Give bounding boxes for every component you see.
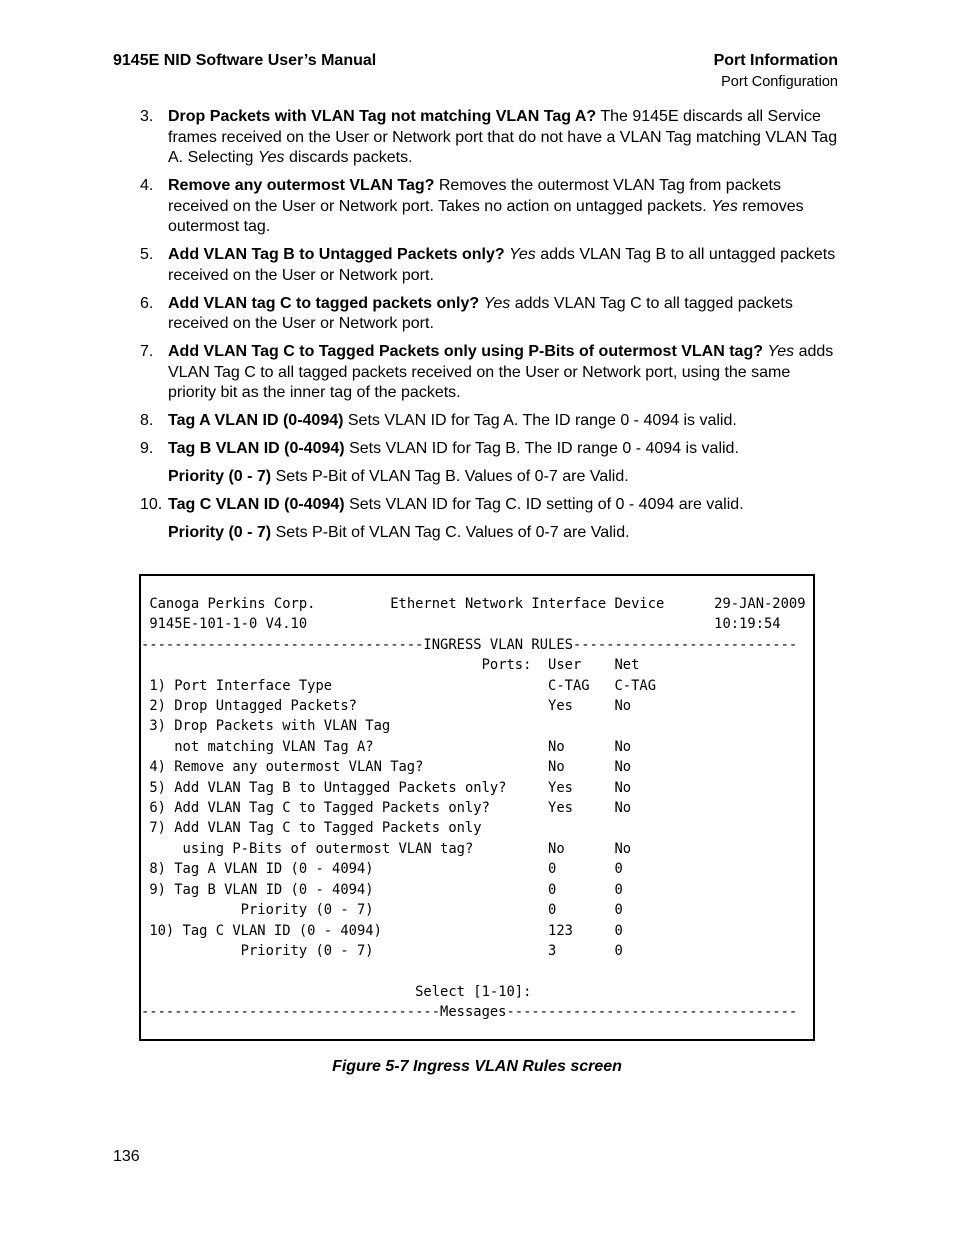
item-emphasis: Yes [767, 343, 795, 360]
setting-label: 5) Add VLAN Tag B to Untagged Packets only? [149, 779, 549, 796]
setting-user-value: 0 [548, 881, 615, 898]
item-text-end: discards packets. [284, 149, 413, 166]
list-item [140, 495, 842, 516]
item-label: Remove any outermost VLAN Tag? [168, 177, 435, 194]
setting-user-value [548, 718, 614, 734]
setting-label: 1) Port Interface Type [149, 677, 549, 694]
setting-user-value: 123 [548, 922, 615, 939]
setting-user-value: No [548, 738, 615, 755]
figure-caption: Figure 5-7 Ingress VLAN Rules screen [332, 1058, 622, 1075]
terminal-device: Ethernet Network Interface Device [390, 596, 715, 612]
list-item [140, 107, 842, 169]
item-text: Sets P-Bit of VLAN Tag C. Values of 0-7 are Valid. [271, 524, 630, 541]
list-item [140, 245, 842, 286]
terminal-model: 9145E-101-1-0 V4.10 [149, 616, 715, 633]
running-header-title: 9145E NID Software User’s Manual [113, 52, 377, 69]
list-item [140, 294, 842, 335]
list-item [140, 411, 842, 432]
item-text: Removes the outermost VLAN Tag from packets received on the User or Network port. Takes no action on untagged packets. [168, 177, 781, 215]
setting-label: not matching VLAN Tag A? [149, 738, 549, 755]
item-text: Sets P-Bit of VLAN Tag B. Values of 0-7 are Valid. [271, 468, 629, 485]
item-number: 5. [140, 246, 154, 263]
item-number: 9. [140, 440, 154, 457]
setting-net-value: 0 [614, 942, 623, 959]
setting-user-value: Yes [548, 779, 615, 796]
terminal-screen [139, 574, 815, 1041]
setting-user-value [548, 820, 614, 836]
terminal-text [141, 594, 813, 1023]
select-prompt: Select [1-10]: [415, 983, 532, 1000]
terminal-title-rule: ----------------------------------INGRESS VLAN RULES--------------------------- [141, 636, 798, 653]
item-text: Sets VLAN ID for Tag B. The ID range 0 - 4094 is valid. [344, 440, 739, 457]
setting-label: 7) Add VLAN Tag C to Tagged Packets only [149, 820, 549, 837]
running-header-section-block [714, 52, 838, 90]
item-text-end: removes outermost tag. [168, 197, 804, 235]
setting-user-value: No [548, 759, 615, 776]
item-text: Sets VLAN ID for Tag A. The ID range 0 - 4094 is valid. [343, 412, 737, 429]
setting-user-value: 3 [548, 942, 615, 959]
setting-net-value: 0 [614, 922, 623, 939]
terminal-time: 10:19:54 [714, 616, 781, 633]
item-emphasis: Yes [257, 149, 285, 166]
section-title: Port Information [713, 52, 838, 69]
setting-label: 4) Remove any outermost VLAN Tag? [149, 759, 549, 776]
list-item [140, 342, 842, 404]
terminal-company: Canoga Perkins Corp. [149, 596, 391, 612]
item-emphasis: Yes [509, 246, 536, 263]
col-user-header: User [548, 657, 615, 674]
item-label: Add VLAN Tag C to Tagged Packets only using P-Bits of outermost VLAN tag? [168, 343, 763, 360]
item-label: Add VLAN Tag B to Untagged Packets only? [168, 246, 505, 263]
list-item [140, 176, 842, 238]
setting-label: Priority (0 - 7) [149, 902, 549, 919]
page-number: 136 [113, 1148, 140, 1165]
list-item [140, 523, 842, 544]
list-item [140, 467, 842, 488]
setting-user-value: No [548, 840, 615, 857]
setting-user-value: Yes [548, 800, 615, 817]
item-number: 7. [140, 343, 154, 360]
setting-net-value: No [614, 779, 632, 796]
item-number: 10. [140, 496, 163, 513]
item-text-end: adds VLAN Tag B to all untagged packets received on the User or Network port. [168, 246, 836, 284]
item-text-end: adds VLAN Tag C to all tagged packets received on the User or Network port. [168, 294, 793, 332]
item-label: Tag C VLAN ID (0-4094) [168, 496, 345, 513]
setting-net-value: No [614, 800, 632, 817]
numbered-parameter-list [140, 107, 842, 551]
setting-label: 9) Tag B VLAN ID (0 - 4094) [149, 881, 549, 898]
messages-rule: ------------------------------------Messages----------------------------------- [141, 1004, 798, 1021]
item-label: Tag A VLAN ID (0-4094) [168, 412, 344, 429]
col-net-header: Net [614, 657, 640, 674]
setting-label: using P-Bits of outermost VLAN tag? [149, 840, 549, 857]
setting-net-value: 0 [614, 861, 623, 878]
setting-net-value: No [614, 738, 632, 755]
setting-label: 10) Tag C VLAN ID (0 - 4094) [149, 922, 549, 939]
terminal-date: 29-JAN-2009 [714, 596, 806, 612]
setting-user-value: Yes [548, 698, 615, 715]
setting-user-value: 0 [548, 861, 615, 878]
setting-net-value: C-TAG [614, 677, 657, 694]
setting-label: 3) Drop Packets with VLAN Tag [149, 718, 549, 735]
item-emphasis: Yes [483, 294, 511, 312]
item-text: The 9145E discards all Service frames received on the User or Network port that do not have a VLAN Tag matching VLAN Tag A. Selecting [168, 108, 838, 166]
item-label: Add VLAN tag C to tagged packets only? [168, 294, 480, 312]
setting-net-value: 0 [614, 881, 623, 898]
setting-net-value: No [614, 759, 632, 776]
item-label: Drop Packets with VLAN Tag not matching VLAN Tag A? [168, 108, 597, 125]
item-number: 3. [140, 108, 154, 125]
setting-label: 6) Add VLAN Tag C to Tagged Packets only? [149, 800, 549, 817]
item-text: Sets VLAN ID for Tag C. ID setting of 0 - 4094 are valid. [344, 496, 744, 513]
item-number: 4. [140, 177, 154, 194]
setting-net-value: 0 [614, 902, 623, 919]
item-label: Priority (0 - 7) [168, 524, 272, 541]
setting-label: Priority (0 - 7) [149, 942, 549, 959]
setting-net-value: No [614, 698, 632, 715]
list-item [140, 439, 842, 460]
item-emphasis: Yes [711, 197, 738, 215]
setting-user-value: C-TAG [548, 677, 615, 694]
item-number: 8. [140, 412, 154, 429]
setting-label: 2) Drop Untagged Packets? [149, 698, 549, 715]
setting-label: 8) Tag A VLAN ID (0 - 4094) [149, 861, 549, 878]
setting-user-value: 0 [548, 902, 615, 919]
ports-label: Ports: [481, 657, 532, 674]
item-label: Priority (0 - 7) [168, 468, 272, 485]
item-label: Tag B VLAN ID (0-4094) [168, 440, 345, 457]
item-number: 6. [140, 294, 154, 312]
setting-net-value: No [614, 840, 632, 857]
item-text-end: adds VLAN Tag C to all tagged packets received on the User or Network port, using the same priority bit as the inner tag of the packets. [168, 343, 834, 401]
subsection-title: Port Configuration [721, 74, 838, 90]
